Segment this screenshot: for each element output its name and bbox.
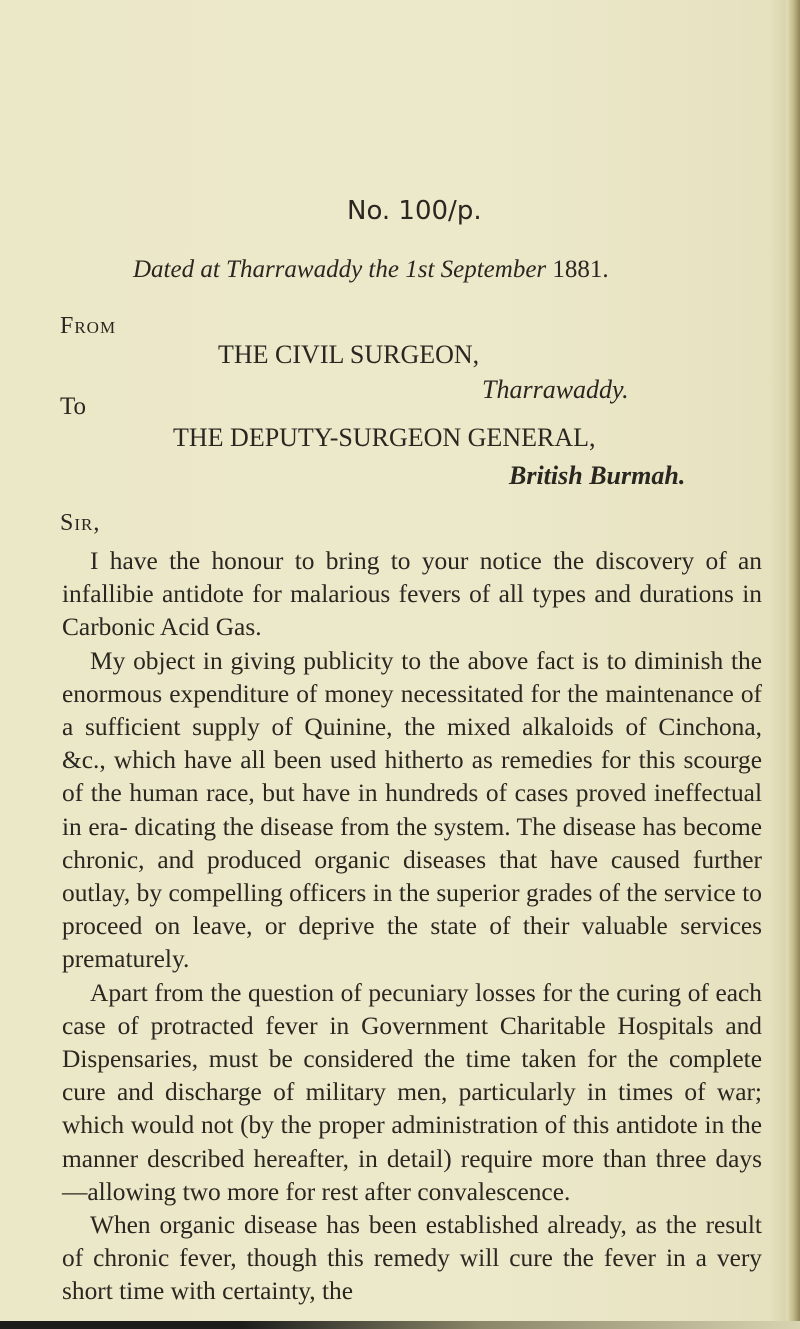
paragraph: I have the honour to bring to your notice the discovery of an infallibie antidote for malarious fevers of all types and durations in Carbonic Acid Gas. <box>62 547 762 642</box>
date-line-text: Dated at Tharrawaddy the 1st September <box>133 256 547 283</box>
from-label: From <box>60 313 117 339</box>
letter-body <box>62 545 762 1309</box>
paragraph: Apart from the question of pecuniary losses for the curing of each case of protracted fever in Government Charitable Hospitals and Dispensaries, must be considered the time taken for the complete cure and discharge of military men, particularly in times of war; which would not (by the proper administration of this antidote in the manner described hereafter, in detail) require more than three days—allowing two more for rest after convalescence. <box>62 978 762 1206</box>
paragraph: When organic disease has been established already, as the result of chronic fever, though this remedy will cure the fever in a very short time with certainty, the <box>62 1211 762 1306</box>
date-year: 1881. <box>552 256 609 283</box>
paragraph: My object in giving publicity to the above fact is to diminish the enormous expenditure of money necessitated for the maintenance of a sufficient supply of Quinine, the mixed alkaloids of Cinchona, &c., which have all been used hitherto as remedies for this scourge of the human race, but have in hundreds of cases proved ineffectual in era- dicating the disease from the system. The disease has become chronic, and produced organic diseases that have caused further outlay, by compelling officers in the superior grades of the service to proceed on leave, or deprive the state of their valuable services prematurely. <box>62 646 762 974</box>
sender-place: Tharrawaddy. <box>482 375 629 404</box>
reference-number: No. 100/p. <box>347 196 482 226</box>
date-line <box>133 256 609 284</box>
recipient-title: THE DEPUTY-SURGEON GENERAL, <box>173 423 596 452</box>
page-edge-shadow <box>786 0 800 1329</box>
to-label: To <box>60 393 87 420</box>
recipient-place: British Burmah. <box>509 461 686 490</box>
sender-title: THE CIVIL SURGEON, <box>218 340 480 369</box>
salutation: Sir, <box>60 510 101 536</box>
scan-bottom-border <box>0 1321 800 1329</box>
